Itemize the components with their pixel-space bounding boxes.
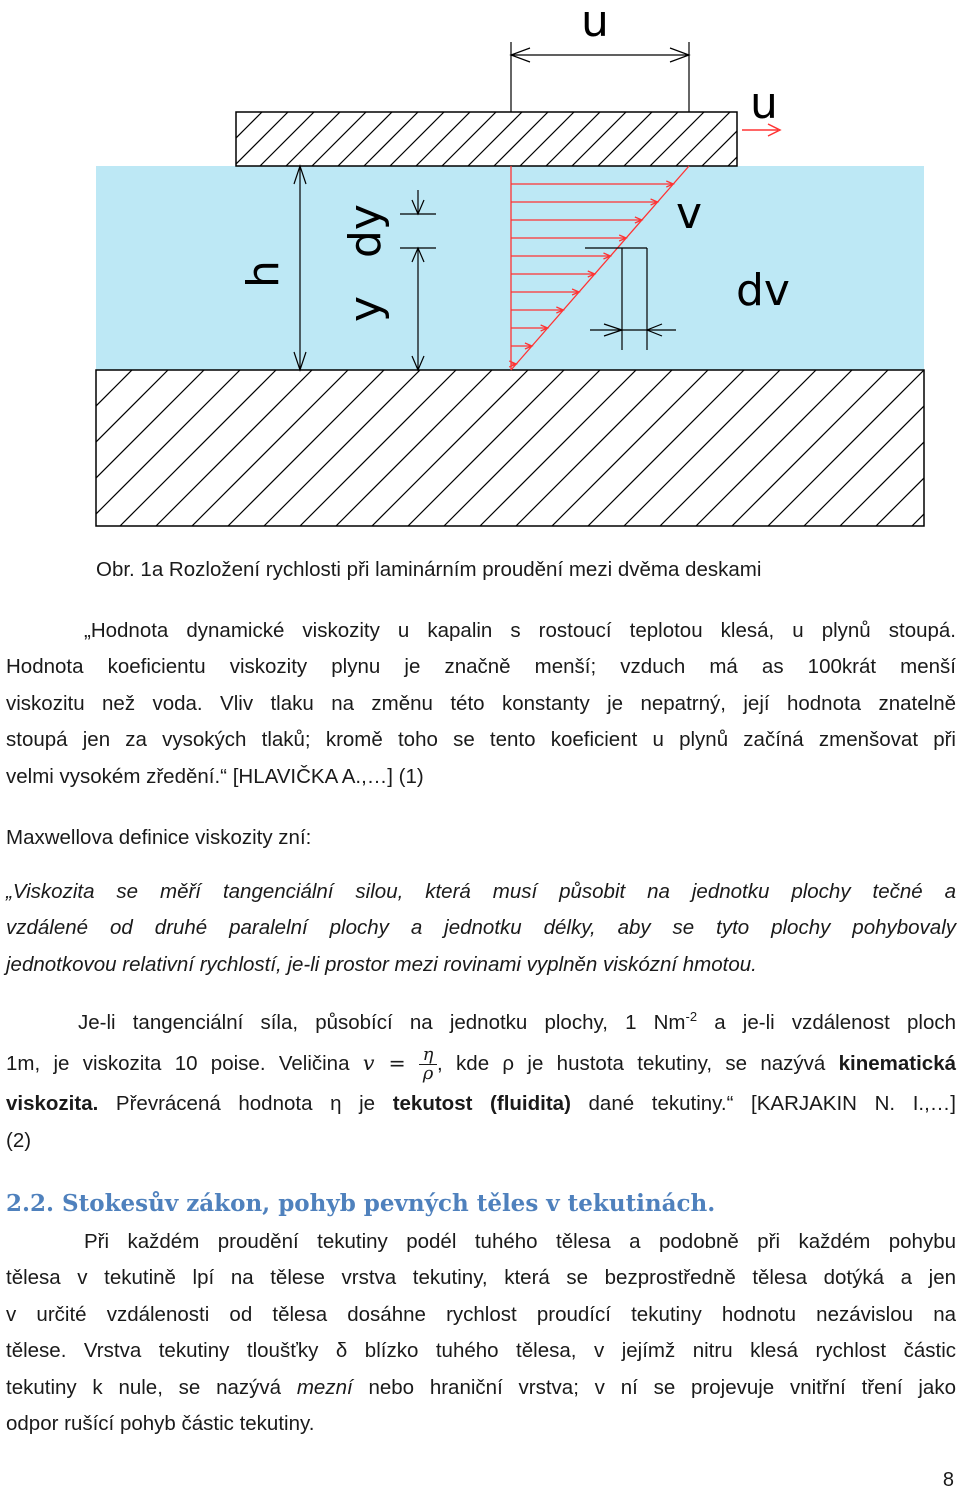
fluid-region [96, 166, 924, 370]
label-h: h [238, 260, 289, 288]
text-line: „Viskozita se měří tangenciální silou, která musí působit na jednotku plochy tečné a [6, 880, 956, 903]
text-line: odpor rušící pohyb částic tekutiny. [6, 1412, 315, 1436]
paragraph-boundary-layer [6, 1224, 956, 1442]
label-u-arrow: u [750, 78, 778, 129]
text-line: stoupá jen za vysokých tlaků; kromě toho se tento koeficient u plynů začíná zmenšovat při [6, 728, 956, 752]
label-v: v [676, 188, 703, 239]
label-u-top: u [581, 0, 609, 47]
quote-maxwell-definition [6, 874, 956, 983]
text-line: jednotkovou relativní rychlostí, je-li prostor mezi rovinami vyplněn viskózní hmotou. [6, 952, 757, 976]
text-line: velmi vysokém zředění.“ [HLAVIČKA A.,…] (1) [6, 764, 424, 788]
hatch-line [780, 112, 834, 166]
text-line: v určité vzdálenosti od tělesa dosáhne rychlost proudící tekutiny hodnotu nezávislou na [6, 1302, 956, 1326]
section-heading: 2.2. Stokesův zákon, pohyb pevných těles v tekutinách. [6, 1190, 716, 1217]
paragraph-kinematic-viscosity [6, 1005, 956, 1159]
paragraph-viscosity-temperature [6, 613, 956, 795]
text-line: (2) [6, 1128, 32, 1152]
figure-caption: Obr. 1a Rozložení rychlosti při laminárním proudění mezi dvěma deskami [96, 558, 762, 581]
text-line: viskozita. Převrácená hodnota η je tekutost (fluidita) dané tekutiny.“ [KARJAKIN N. I.,…] [6, 1092, 956, 1116]
label-dy: dy [340, 204, 391, 258]
text-line: viskozitu než voda. Vliv tlaku na změnu této konstanty je nepatrný, její hodnota znatelně [6, 691, 956, 715]
formula-lhs: v = [362, 1051, 406, 1076]
paragraph-maxwell-intro [6, 820, 956, 856]
text-line: 1m, je viskozita 10 poise. Veličina v = $\frac{\eta}{\rho}$ , kde ρ je hustota tekutiny, se nazývá kinematická [6, 1044, 957, 1085]
text-line: vzdálené od druhé paralelní plochy a jednotku délky, aby se tyto plochy pohybovaly [6, 916, 956, 940]
velocity-profile-figure [0, 0, 960, 540]
text-line: „Hodnota dynamické viskozity u kapalin s rostoucí teplotou klesá, u plynů stoupá. [84, 619, 956, 642]
text-line: Hodnota koeficientu viskozity plynu je značně menší; vzduch má as 100krát menší [6, 655, 956, 679]
formula-fraction: $\frac{\eta}{\rho}$ [419, 1046, 437, 1083]
text-line: tělesa v tekutině lpí na tělese vrstva tekutiny, která se bezprostředně tělesa dotýká a jen [6, 1266, 956, 1290]
hatch-line [948, 370, 960, 526]
text-line: Je-li tangenciální síla, působící na jednotku plochy, 1 $Nm^{-2}$ a je-li vzdálenost ploch [78, 1009, 957, 1034]
u-dimension [511, 42, 689, 112]
label-y: y [340, 295, 391, 322]
label-dv: dv [736, 265, 790, 316]
text-line: tekutiny k nule, se nazývá mezní nebo hraniční vrstva; v ní se projevuje vnitřní tření jako [6, 1375, 956, 1399]
text-line: Maxwellova definice viskozity zní: [6, 826, 312, 849]
hatch-line [0, 370, 96, 526]
text-line: Při každém proudění tekutiny podél tuhého tělesa a podobně při každém pohybu [84, 1230, 956, 1253]
upper-plate [182, 112, 834, 166]
lower-plate [0, 370, 960, 526]
hatch-line [182, 112, 236, 166]
page-number: 8 [942, 1469, 954, 1491]
text-line: tělese. Vrstva tekutiny tloušťky δ blízko tuhého tělesa, v jejímž nitru klesá rychlost částic [6, 1339, 956, 1363]
